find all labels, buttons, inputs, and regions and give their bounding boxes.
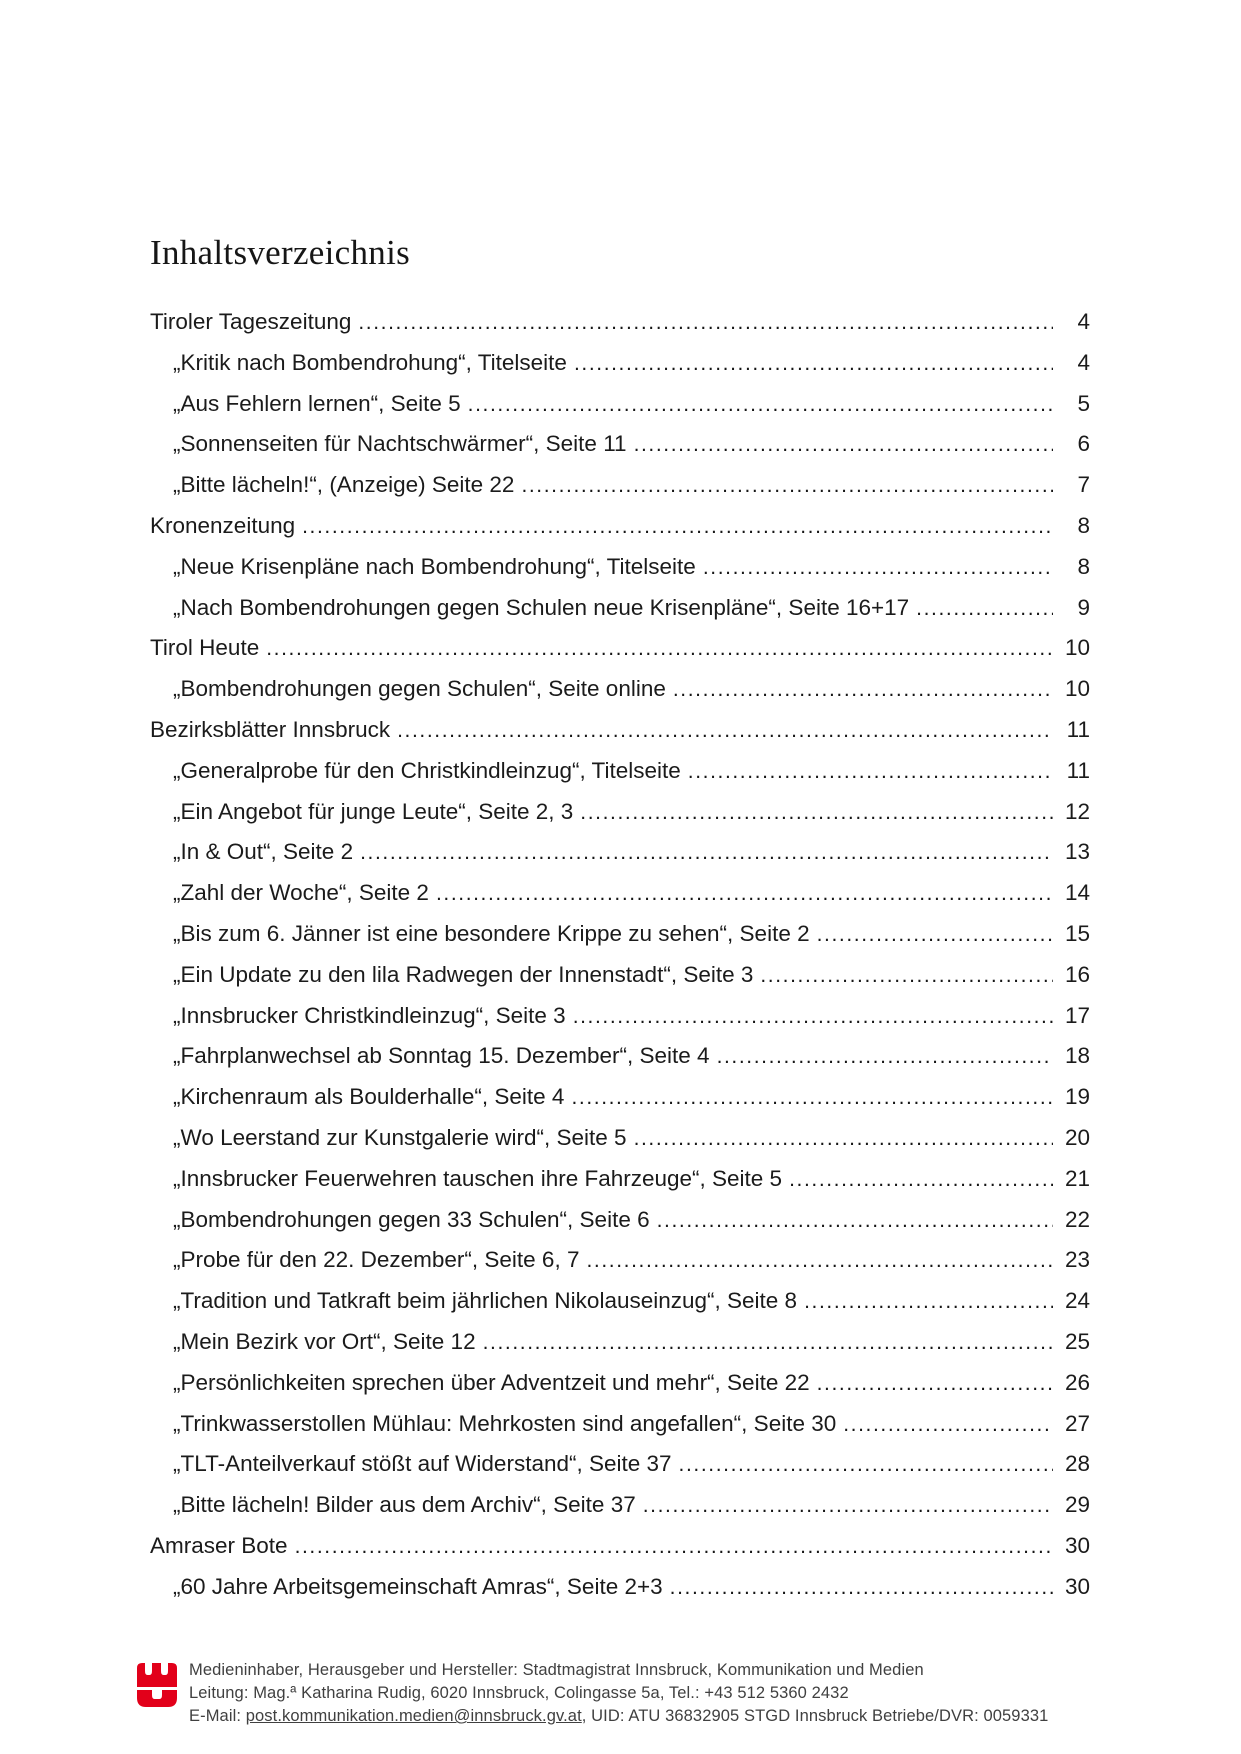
toc-entry-page: 4 [1077,349,1090,375]
toc-entry-label: Amraser Bote [150,1532,288,1558]
toc-entry-label: „Bitte lächeln! Bilder aus dem Archiv“, Seite 37 [173,1492,636,1518]
toc-entry[interactable] [150,1453,1090,1476]
toc-entry-page: 24 [1064,1288,1090,1314]
dot-leader [397,719,1053,743]
toc-entry-label: „Nach Bombendrohungen gegen Schulen neue Krisenpläne“, Seite 16+17 [173,594,910,620]
dot-leader [679,1453,1053,1477]
toc-entry[interactable] [150,678,1090,701]
toc-entry[interactable] [150,594,1090,620]
toc-entry-page: 7 [1077,472,1090,498]
toc-entry[interactable] [150,433,1090,456]
toc-entry-page: 28 [1064,1451,1090,1477]
dot-leader [580,801,1053,825]
toc-entry-page: 22 [1064,1206,1090,1232]
toc-entry-page: 8 [1077,553,1090,579]
toc-entry[interactable] [150,1249,1090,1272]
toc-entry-label: „Trinkwasserstollen Mühlau: Mehrkosten sind angefallen“, Seite 30 [173,1410,837,1436]
imprint-line-2: Leitung: Mag.ª Katharina Rudig, 6020 Innsbruck, Colingasse 5a, Tel.: +43 512 5360 2432 [189,1684,849,1702]
toc-entry-page: 30 [1064,1532,1090,1558]
dot-leader [817,923,1053,947]
dot-leader [634,1127,1053,1151]
toc-entry[interactable] [150,637,1090,660]
dot-leader [358,311,1053,335]
toc-entry-label: „Bitte lächeln!“, (Anzeige) Seite 22 [173,472,515,498]
toc-entry[interactable] [150,882,1090,905]
toc-entry-page: 10 [1064,635,1090,661]
toc-entry[interactable] [150,798,1090,824]
toc-entry-label: Tirol Heute [150,635,260,661]
dot-leader [573,1005,1053,1029]
toc-entry-page: 18 [1064,1043,1090,1069]
imprint-line-1: Medieninhaber, Herausgeber und Hersteller: Stadtmagistrat Innsbruck, Kommunikation und Medien [189,1661,924,1679]
toc-entry-page: 11 [1066,757,1090,783]
dot-leader [670,1576,1053,1600]
toc-entry-page: 21 [1064,1165,1090,1191]
toc-entry[interactable] [150,1002,1090,1028]
toc-entry[interactable] [150,1206,1090,1232]
toc-entry[interactable] [150,474,1090,497]
toc-entry[interactable] [150,311,1090,334]
dot-leader [634,433,1053,457]
toc-entry[interactable] [150,1573,1090,1599]
toc-entry-label: „Zahl der Woche“, Seite 2 [173,880,429,906]
toc-entry[interactable] [150,1290,1090,1313]
dot-leader [360,841,1053,865]
toc-entry[interactable] [150,553,1090,579]
dot-leader [483,1331,1053,1355]
dot-leader [574,352,1053,376]
toc-entry[interactable] [150,512,1090,538]
toc-entry-label: „Tradition und Tatkraft beim jährlichen Nikolauseinzug“, Seite 8 [173,1288,798,1314]
toc-entry-label: „Persönlichkeiten sprechen über Adventzeit und mehr“, Seite 22 [173,1369,810,1395]
toc-entry[interactable] [150,1045,1090,1068]
toc-entry-label: „In & Out“, Seite 2 [173,839,354,865]
toc-entry-page: 9 [1077,594,1090,620]
toc-entry-label: „Generalprobe für den Christkindleinzug“, Titelseite [173,757,681,783]
toc-entry-label: „Neue Krisenpläne nach Bombendrohung“, Titelseite [173,553,696,579]
toc-entry-page: 23 [1064,1247,1090,1273]
toc-entry[interactable] [150,841,1090,864]
toc-entry-page: 8 [1077,512,1090,538]
toc-entry-label: „60 Jahre Arbeitsgemeinschaft Amras“, Seite 2+3 [173,1573,663,1599]
toc-entry-page: 15 [1064,920,1090,946]
toc-entry-label: „TLT-Anteilverkauf stößt auf Widerstand“, Seite 37 [173,1451,672,1477]
dot-leader [817,1372,1053,1396]
toc-entry-page: 12 [1064,798,1090,824]
dot-leader [643,1494,1053,1518]
dot-leader [843,1413,1053,1437]
toc-entry-page: 17 [1064,1002,1090,1028]
dot-leader [266,637,1053,661]
toc-entry-page: 5 [1077,390,1090,416]
dot-leader [571,1086,1053,1110]
dot-leader [717,1045,1053,1069]
toc-entry-label: „Bombendrohungen gegen Schulen“, Seite online [173,676,666,702]
dot-leader [295,1535,1053,1559]
page-title: Inhaltsverzeichnis [150,233,411,272]
dot-leader [657,1209,1053,1233]
toc-entry-label: „Ein Angebot für junge Leute“, Seite 2, 3 [173,798,574,824]
toc-entry-label: „Kritik nach Bombendrohung“, Titelseite [173,349,567,375]
toc-entry[interactable] [150,1086,1090,1109]
imprint-line-3-suffix: , UID: ATU 36832905 STGD Innsbruck Betriebe/DVR: 0059331 [581,1707,1049,1725]
toc-entry-label: „Ein Update zu den lila Radwegen der Innenstadt“, Seite 3 [173,961,754,987]
toc-entry-page: 29 [1064,1492,1090,1518]
dot-leader [436,882,1053,906]
toc-entry-page: 20 [1064,1124,1090,1150]
email-link[interactable]: post.kommunikation.medien@innsbruck.gv.at [245,1707,582,1725]
toc-entry[interactable] [150,757,1090,783]
dot-leader [916,597,1053,621]
toc-entry-label: „Kirchenraum als Boulderhalle“, Seite 4 [173,1084,565,1110]
imprint-line-3 [189,1705,1048,1728]
toc-entry-label: „Sonnenseiten für Nachtschwärmer“, Seite 11 [173,431,627,457]
toc-entry-label: „Aus Fehlern lernen“, Seite 5 [173,390,461,416]
imprint-text [189,1659,1048,1728]
toc-entry-label: Bezirksblätter Innsbruck [150,716,391,742]
dot-leader [703,556,1053,580]
toc-entry[interactable] [150,1165,1090,1191]
dot-leader [804,1290,1053,1314]
dot-leader [760,964,1053,988]
toc-entry-page: 26 [1064,1369,1090,1395]
toc-entry-label: „Bis zum 6. Jänner ist eine besondere Krippe zu sehen“, Seite 2 [173,920,810,946]
toc-entry[interactable] [150,920,1090,946]
toc-entry-page: 30 [1064,1573,1090,1599]
dot-leader [688,760,1053,784]
dot-leader [468,393,1053,417]
dot-leader [586,1249,1053,1273]
toc-entry-page: 13 [1064,839,1090,865]
toc-entry-page: 10 [1064,676,1090,702]
dot-leader [789,1168,1053,1192]
toc-entry-page: 16 [1064,961,1090,987]
dot-leader [302,515,1053,539]
toc-entry[interactable] [150,349,1090,375]
toc-entry-label: Kronenzeitung [150,512,296,538]
toc-entry-page: 27 [1064,1410,1090,1436]
toc-entry[interactable] [150,1124,1090,1150]
email-label: E-Mail: [189,1707,246,1725]
toc-entry-page: 6 [1077,431,1090,457]
toc-entry-page: 25 [1064,1328,1090,1354]
toc-entry[interactable] [150,1328,1090,1354]
page-footer [137,1659,1048,1728]
toc-entry-label: Tiroler Tageszeitung [150,309,352,334]
dot-leader [521,474,1053,498]
innsbruck-city-logo-icon [137,1663,177,1707]
toc-entry[interactable] [150,390,1090,416]
toc-entry[interactable] [150,961,1090,987]
toc-entry-label: „Innsbrucker Feuerwehren tauschen ihre Fahrzeuge“, Seite 5 [173,1165,783,1191]
toc-entry-label: „Innsbrucker Christkindleinzug“, Seite 3 [173,1002,566,1028]
toc-entry-label: „Mein Bezirk vor Ort“, Seite 12 [173,1328,476,1354]
toc-entry-label: „Probe für den 22. Dezember“, Seite 6, 7 [173,1247,580,1273]
toc-list [150,311,1090,1598]
toc-entry-page: 11 [1066,716,1090,742]
toc-entry[interactable] [150,1494,1090,1517]
toc-entry[interactable] [150,1369,1090,1395]
toc-entry-page: 4 [1077,309,1090,334]
dot-leader [673,678,1053,702]
toc-entry[interactable] [150,1532,1090,1558]
toc-entry[interactable] [150,1410,1090,1436]
toc-entry-page: 14 [1064,880,1090,906]
toc-entry-label: „Wo Leerstand zur Kunstgalerie wird“, Seite 5 [173,1124,627,1150]
toc-entry[interactable] [150,716,1090,742]
toc-entry-page: 19 [1064,1084,1090,1110]
toc-entry-label: „Fahrplanwechsel ab Sonntag 15. Dezember“, Seite 4 [173,1043,710,1069]
toc-entry-label: „Bombendrohungen gegen 33 Schulen“, Seite 6 [173,1206,650,1232]
